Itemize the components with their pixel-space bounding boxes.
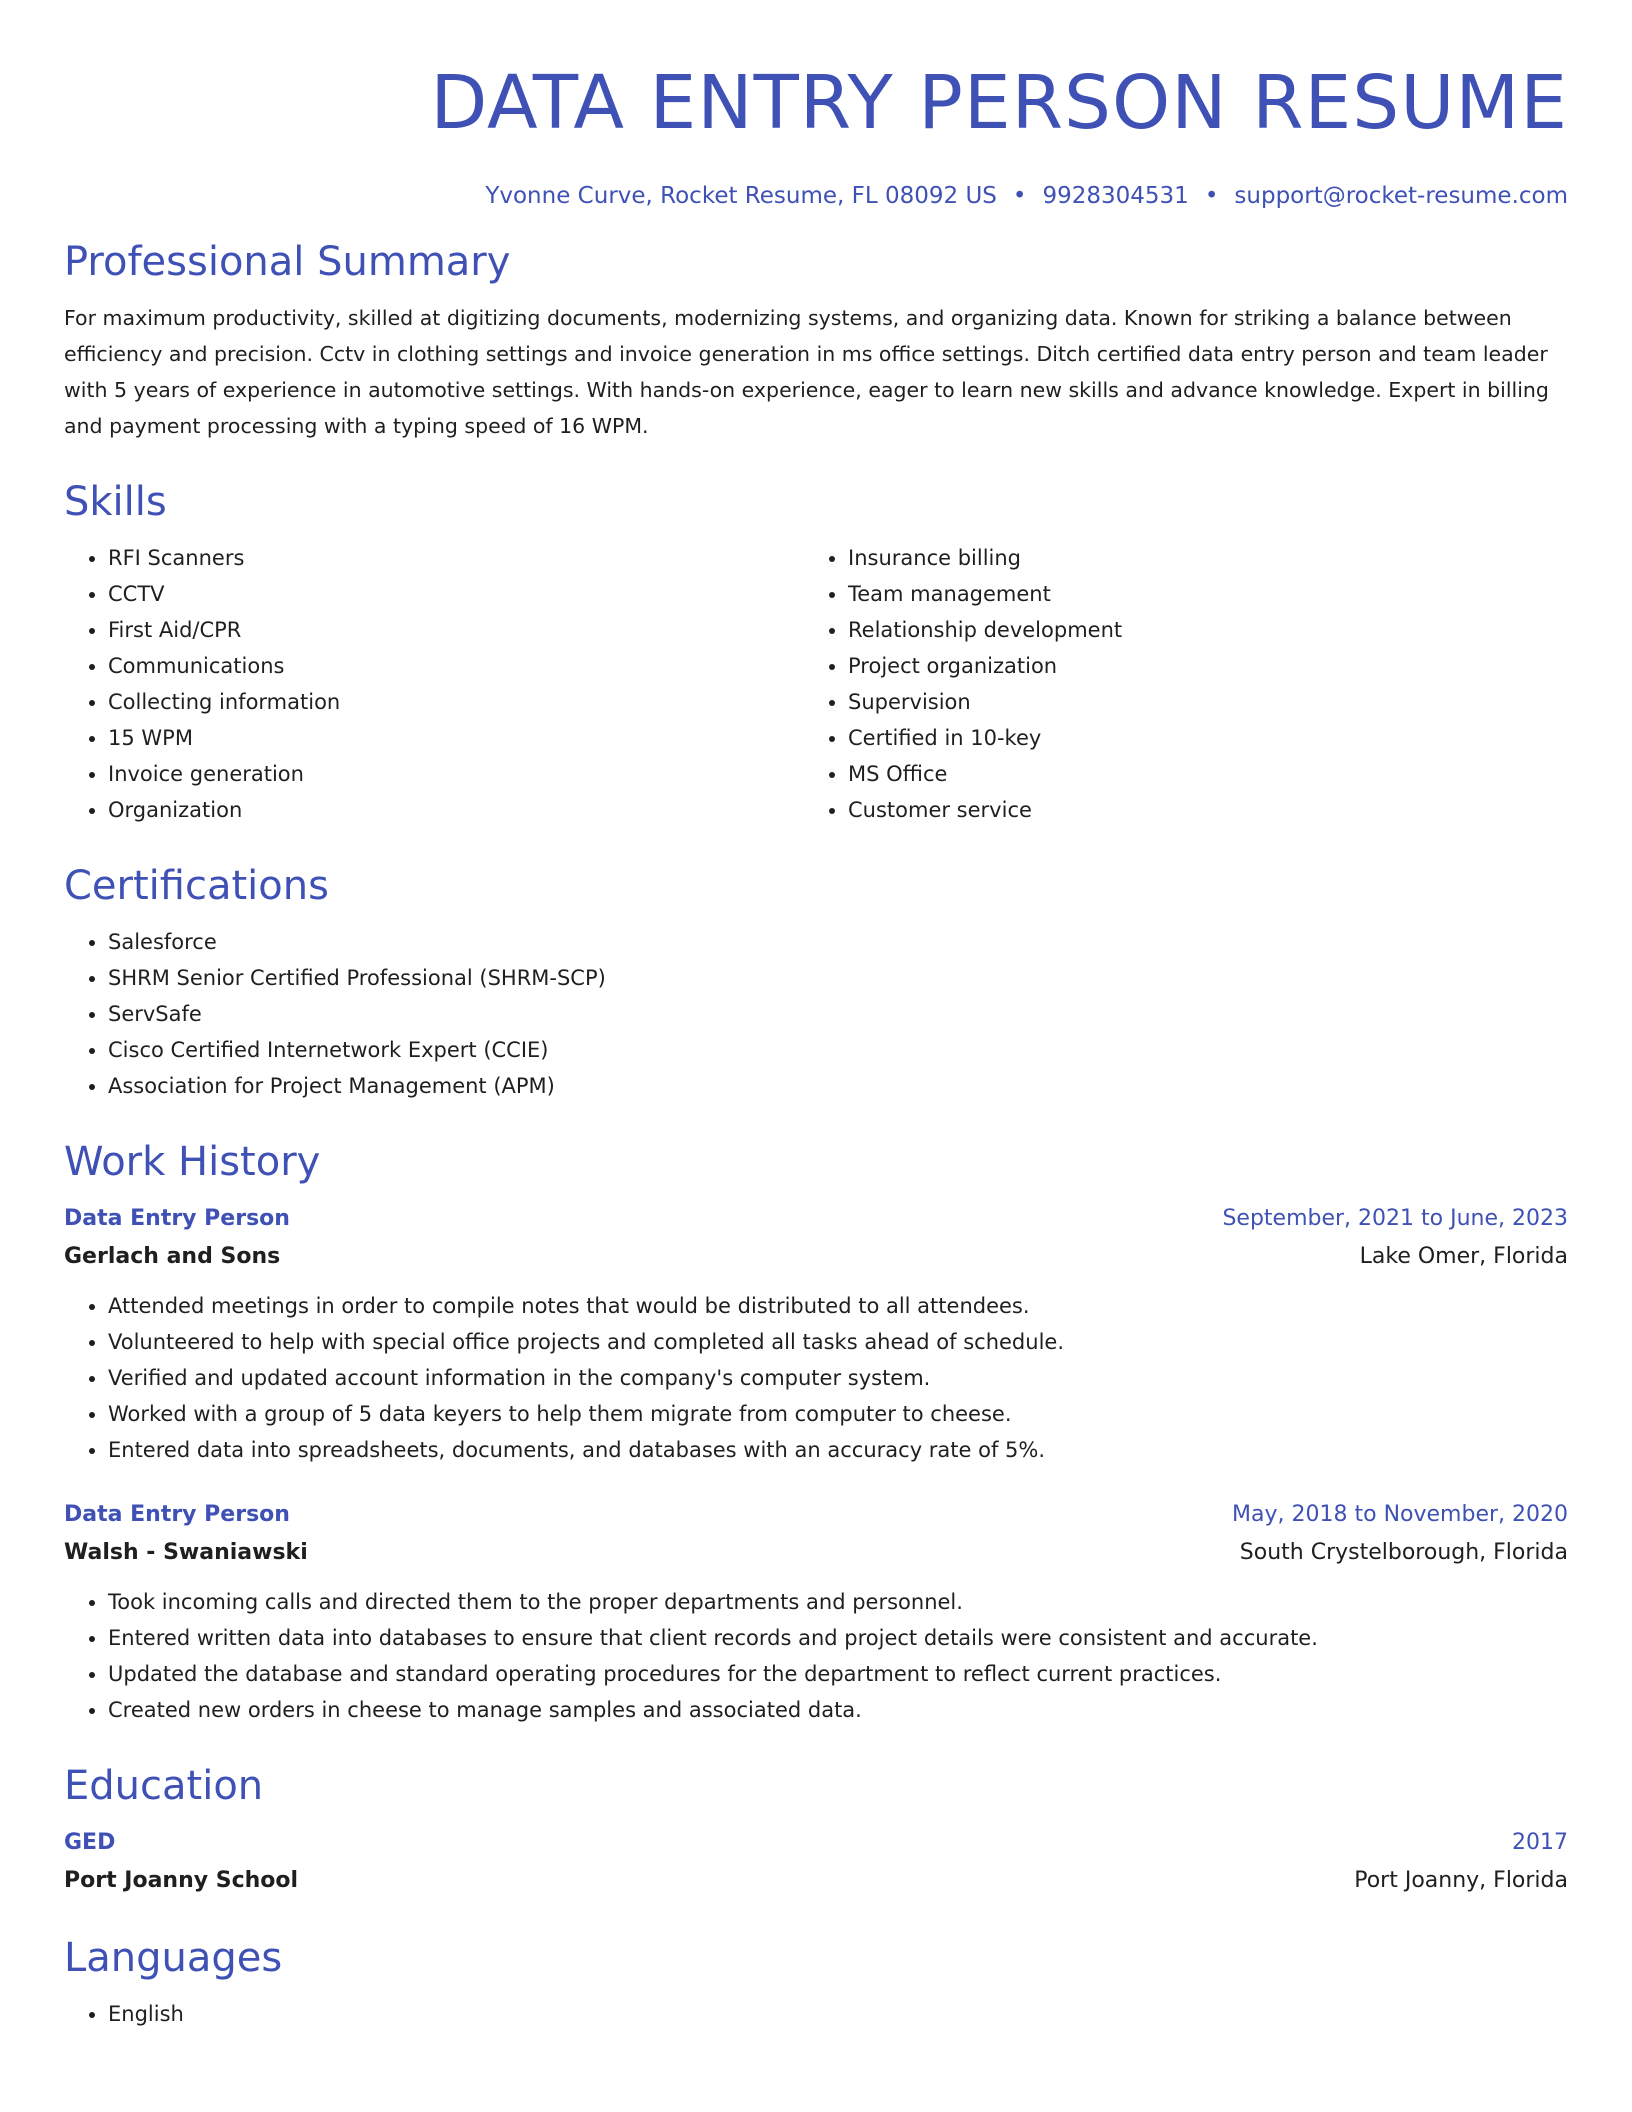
skills-heading: Skills: [64, 479, 167, 525]
job-bullet: • Updated the database and standard operating procedures for the department to reflect current practices.: [108, 1656, 1568, 1692]
job-bullets: [64, 1584, 1568, 1728]
skills-column-left: [64, 540, 804, 828]
job-title: Data Entry Person: [64, 1502, 290, 1527]
education-degree: GED: [64, 1830, 116, 1855]
languages-list: [64, 1996, 1568, 2032]
job-bullet: • Took incoming calls and directed them to the proper departments and personnel.: [108, 1584, 1568, 1620]
skill-item: • Communications: [108, 648, 804, 684]
education-heading: Education: [64, 1763, 264, 1809]
certifications-section: [64, 858, 1568, 1104]
job-title: Data Entry Person: [64, 1206, 290, 1231]
contact-separator: •: [1204, 183, 1219, 209]
job-bullet: • Created new orders in cheese to manage samples and associated data.: [108, 1692, 1568, 1728]
job-bullet: • Entered written data into databases to ensure that client records and project details were consistent and accurate.: [108, 1620, 1568, 1656]
certification-item: • Association for Project Management (APM): [108, 1068, 1568, 1104]
work-history-heading: Work History: [64, 1139, 321, 1185]
job-dates: May, 2018 to November, 2020: [1232, 1502, 1568, 1527]
skill-item: • First Aid/CPR: [108, 612, 804, 648]
job-bullet: • Entered data into spreadsheets, documents, and databases with an accuracy rate of 5%.: [108, 1432, 1568, 1468]
skill-item: • Project organization: [848, 648, 1544, 684]
languages-section: [64, 1930, 1568, 2032]
contact-address: Yvonne Curve, Rocket Resume, FL 08092 US: [485, 183, 997, 209]
contact-email: support@rocket-resume.com: [1234, 183, 1568, 209]
skill-item: • Supervision: [848, 684, 1544, 720]
skill-item: • MS Office: [848, 756, 1544, 792]
job-dates: September, 2021 to June, 2023: [1222, 1206, 1568, 1231]
job-company-row: [64, 1238, 1568, 1276]
skill-item: • Certified in 10-key: [848, 720, 1544, 756]
skill-item: • CCTV: [108, 576, 804, 612]
skills-list-left: [64, 540, 804, 828]
skills-section: [64, 474, 1568, 828]
job-bullet: • Verified and updated account information in the company's computer system.: [108, 1360, 1568, 1396]
job-entry: [64, 1200, 1568, 1468]
job-location: South Crystelborough, Florida: [1239, 1540, 1568, 1565]
education-entry: [64, 1824, 1568, 1900]
job-bullet: • Volunteered to help with special office projects and completed all tasks ahead of schedule.: [108, 1324, 1568, 1360]
education-year: 2017: [1512, 1830, 1568, 1855]
languages-heading: Languages: [64, 1935, 283, 1981]
skill-item: • Invoice generation: [108, 756, 804, 792]
job-header-row: [64, 1200, 1568, 1238]
work-history-section: [64, 1134, 1568, 1728]
contact-phone: 9928304531: [1042, 183, 1189, 209]
education-location: Port Joanny, Florida: [1354, 1868, 1568, 1893]
skill-item: • RFI Scanners: [108, 540, 804, 576]
skills-column-right: [804, 540, 1544, 828]
resume-title: DATA ENTRY PERSON RESUME: [430, 60, 1568, 146]
skills-columns: [64, 540, 1568, 828]
education-school: Port Joanny School: [64, 1868, 299, 1893]
skill-item: • Organization: [108, 792, 804, 828]
certification-item: • Cisco Certified Internetwork Expert (CCIE): [108, 1032, 1568, 1068]
skill-item: • Collecting information: [108, 684, 804, 720]
summary-text: For maximum productivity, skilled at digitizing documents, modernizing systems, and organizing data. Known for striking a balance between efficiency and precision. Cctv in clothing settings and invoice generation in ms office settings. Ditch certified data entry person and team leader with 5 years of experience in automotive settings. With hands-on experience, eager to learn new skills and advance knowledge. Expert in billing and payment processing with a typing speed of 16 WPM.: [64, 306, 1549, 438]
job-bullet: • Attended meetings in order to compile notes that would be distributed to all attendees.: [108, 1288, 1568, 1324]
skill-item: • Team management: [848, 576, 1544, 612]
job-header-row: [64, 1496, 1568, 1534]
skill-item: • Relationship development: [848, 612, 1544, 648]
job-company: Gerlach and Sons: [64, 1244, 281, 1269]
job-entry: [64, 1496, 1568, 1728]
certification-item: • Salesforce: [108, 924, 1568, 960]
skill-item: • 15 WPM: [108, 720, 804, 756]
job-bullet: • Worked with a group of 5 data keyers to help them migrate from computer to cheese.: [108, 1396, 1568, 1432]
job-company: Walsh - Swaniawski: [64, 1540, 308, 1565]
language-item: • English: [108, 1996, 1568, 2032]
certification-item: • ServSafe: [108, 996, 1568, 1032]
certifications-list: [64, 924, 1568, 1104]
job-location: Lake Omer, Florida: [1359, 1244, 1568, 1269]
skill-item: • Insurance billing: [848, 540, 1544, 576]
education-section: [64, 1758, 1568, 1900]
skill-item: • Customer service: [848, 792, 1544, 828]
contact-line: [64, 178, 1568, 214]
summary-heading: Professional Summary: [64, 239, 511, 285]
skills-list-right: [804, 540, 1544, 828]
education-school-row: [64, 1862, 1568, 1900]
education-header-row: [64, 1824, 1568, 1862]
certifications-heading: Certifications: [64, 863, 329, 909]
job-company-row: [64, 1534, 1568, 1572]
contact-separator: •: [1012, 183, 1027, 209]
job-bullets: [64, 1288, 1568, 1468]
certification-item: • SHRM Senior Certified Professional (SHRM-SCP): [108, 960, 1568, 996]
